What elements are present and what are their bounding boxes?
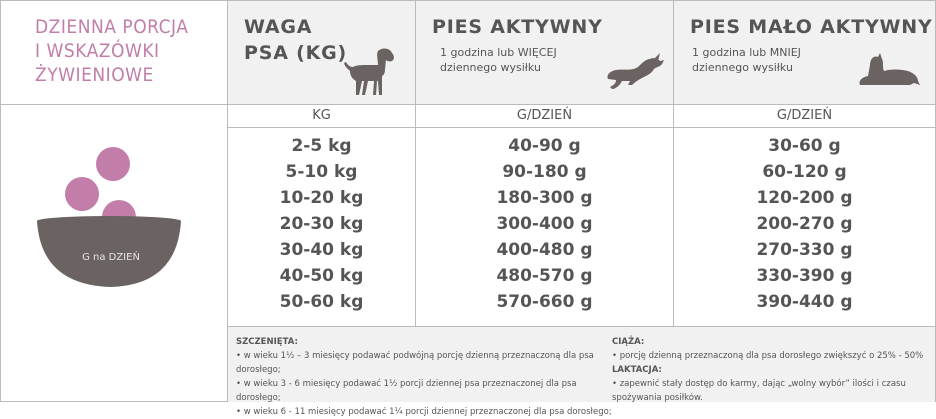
title-line-3: ŻYWIENIOWE: [35, 64, 154, 86]
food-ball-icon: [65, 177, 99, 211]
lying-dog-icon: [856, 51, 922, 91]
unit-inactive: G/DZIEŃ: [776, 108, 833, 123]
puppies-notes: [236, 335, 616, 419]
cell-active: 90-180 g: [502, 162, 587, 182]
inactive-desc-1: 1 godzina lub MNIEJ: [692, 46, 801, 59]
inactive-desc-2: dziennego wysiłku: [692, 61, 793, 74]
cell-active: 570-660 g: [496, 292, 593, 312]
weight-title-2: PSA (KG): [244, 42, 348, 64]
cell-weight: 50-60 kg: [279, 292, 364, 312]
cell-inactive: 270-330 g: [756, 240, 853, 260]
puppies-note-3: • w wieku 6 - 11 miesięcy podawać 1¼ porcji dziennej przeznaczonej dla psa dorosłego;: [236, 407, 612, 417]
bowl-icon: [1, 105, 227, 401]
lactation-note: • zapewnić stały dostęp do karmy, dając „wolny wybór” ilości i czasu spożywania posiłków.: [612, 379, 906, 403]
cell-inactive: 120-200 g: [756, 188, 853, 208]
cell-active: 300-400 g: [496, 214, 593, 234]
cell-inactive: 30-60 g: [768, 136, 841, 156]
cell-weight: 40-50 kg: [279, 266, 364, 286]
left-column: [1, 1, 228, 401]
bowl-illustration: [1, 105, 227, 401]
title-line-1: DZIENNA PORCJA: [35, 16, 189, 38]
cell-inactive: 330-390 g: [756, 266, 853, 286]
pregnancy-note: • porcję dzienną przeznaczoną dla psa dorosłego zwiększyć o 25% - 50%: [612, 351, 924, 361]
unit-weight: KG: [312, 108, 331, 123]
cell-inactive: 390-440 g: [756, 292, 853, 312]
pregnancy-heading: CIĄŻA:: [612, 337, 645, 347]
inactive-title: PIES MAŁO AKTYWNY: [690, 16, 933, 38]
bowl-label: G na DZIEŃ: [82, 252, 140, 263]
active-desc-2: dziennego wysiłku: [440, 61, 541, 74]
lactation-heading: LAKTACJA:: [612, 365, 662, 375]
cell-weight: 30-40 kg: [279, 240, 364, 260]
weight-title-1: WAGA: [244, 16, 313, 38]
pregnancy-notes: [612, 335, 932, 405]
cell-active: 180-300 g: [496, 188, 593, 208]
cell-weight: 20-30 kg: [279, 214, 364, 234]
standing-dog-icon: [340, 45, 398, 101]
header-active: [416, 1, 674, 105]
active-desc-1: 1 godzina lub WIĘCEJ: [440, 46, 557, 59]
cell-weight: 5-10 kg: [285, 162, 358, 182]
unit-row: [228, 105, 935, 128]
puppies-note-2: • w wieku 3 - 6 miesięcy podawać 1½ porcji dziennej psa przeznaczonej dla psa dorosłego;: [236, 379, 577, 403]
table-title: [1, 1, 227, 105]
food-ball-icon: [96, 147, 130, 181]
puppies-note-1: • w wieku 1½ – 3 miesięcy podawać podwójną porcję dzienną przeznaczoną dla psa dorosłego;: [236, 351, 594, 375]
cell-inactive: 200-270 g: [756, 214, 853, 234]
cell-active: 400-480 g: [496, 240, 593, 260]
running-dog-icon: [602, 51, 666, 93]
unit-active: G/DZIEŃ: [516, 108, 573, 123]
cell-inactive: 60-120 g: [762, 162, 847, 182]
puppies-heading: SZCZENIĘTA:: [236, 337, 298, 347]
cell-active: 480-570 g: [496, 266, 593, 286]
active-title: PIES AKTYWNY: [432, 16, 603, 38]
cell-weight: 2-5 kg: [291, 136, 352, 156]
header-weight: [228, 1, 416, 105]
title-line-2: I WSKAZÓWKI: [35, 40, 160, 62]
notes-panel: [228, 326, 935, 417]
cell-weight: 10-20 kg: [279, 188, 364, 208]
header-inactive: [674, 1, 935, 105]
cell-active: 40-90 g: [508, 136, 581, 156]
